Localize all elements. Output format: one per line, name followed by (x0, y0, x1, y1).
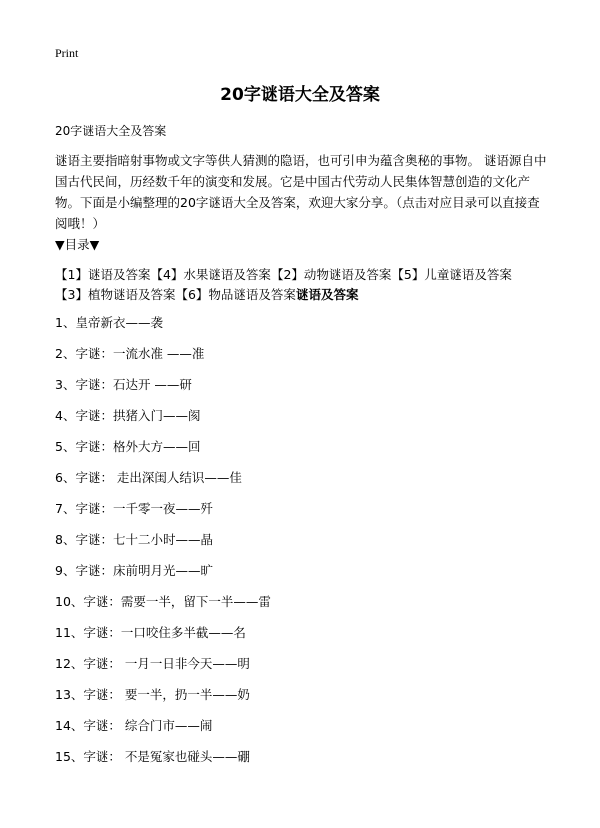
riddle-item: 5、字谜：格外大方——回 (55, 439, 201, 454)
print-link[interactable]: Print (55, 46, 79, 60)
toc-entry-5[interactable] (391, 267, 511, 282)
toc-entry-label: 动物谜语及答案 (303, 267, 392, 282)
riddle-list (55, 314, 555, 779)
page-subtitle: 20字谜语大全及答案 (55, 124, 167, 138)
intro-paragraph: 谜语主要指暗射事物或文字等供人猜测的隐语，也可引申为蕴含奥秘的事物。 谜语源自中国古代民间，历经数千年的演变和发展。它是中国古代劳动人民集体智慧创造的文化产物。下面是小编整理的20字谜语大全及答案，欢迎大家分享。（点击对应目录可以直接查阅哦！） (55, 153, 547, 231)
riddle-item: 8、字谜：七十二小时——晶 (55, 532, 213, 547)
table-of-contents (55, 265, 555, 305)
riddle-item: 11、字谜：一口咬住多半截——名 (55, 625, 246, 640)
toc-entry-4[interactable] (150, 267, 270, 282)
riddle-item: 10、字谜：需要一半，留下一半——雷 (55, 594, 271, 609)
riddle-item: 13、字谜： 要一半，扔一半——奶 (55, 687, 250, 702)
riddle-item: 14、字谜： 综合门市——闹 (55, 718, 213, 733)
toc-entry-1[interactable] (55, 267, 150, 282)
riddle-item: 3、字谜：石达开 ——研 (55, 377, 192, 392)
riddle-item: 9、字谜：床前明月光——旷 (55, 563, 213, 578)
toc-entry-number: 【4】 (150, 267, 184, 282)
riddle-item: 7、字谜：一千零一夜——歼 (55, 501, 213, 516)
toc-entry-3[interactable] (55, 287, 175, 302)
toc-entry-label: 植物谜语及答案 (87, 287, 176, 302)
riddle-item: 2、字谜：一流水准 ——准 (55, 346, 205, 361)
toc-entry-number: 【5】 (391, 267, 425, 282)
riddle-item: 15、字谜： 不是冤家也碰头——硼 (55, 749, 250, 764)
toc-toggle[interactable]: ▼目录▼ (55, 237, 100, 252)
riddle-item: 4、字谜：拱猪入门——阂 (55, 408, 201, 423)
toc-entry-number: 【2】 (270, 267, 304, 282)
toc-entry-2[interactable] (271, 267, 391, 282)
riddle-item: 12、字谜： 一月一日非今天——明 (55, 656, 250, 671)
toc-entry-label: 谜语及答案 (87, 267, 151, 282)
section-heading: 谜语及答案 (295, 287, 359, 302)
riddle-item: 6、字谜： 走出深闺人结识——佳 (55, 470, 242, 485)
toc-entry-6[interactable] (175, 287, 295, 302)
toc-entry-number: 【3】 (55, 287, 88, 302)
toc-entry-label: 儿童谜语及答案 (424, 267, 512, 282)
toc-entry-label: 物品谜语及答案 (208, 287, 296, 302)
toc-entry-number: 【6】 (175, 287, 209, 302)
riddle-item: 1、皇帝新衣——袭 (55, 315, 163, 330)
toc-entry-label: 水果谜语及答案 (183, 267, 271, 282)
toc-entry-number: 【1】 (55, 267, 88, 282)
page-title: 20字谜语大全及答案 (220, 85, 380, 105)
